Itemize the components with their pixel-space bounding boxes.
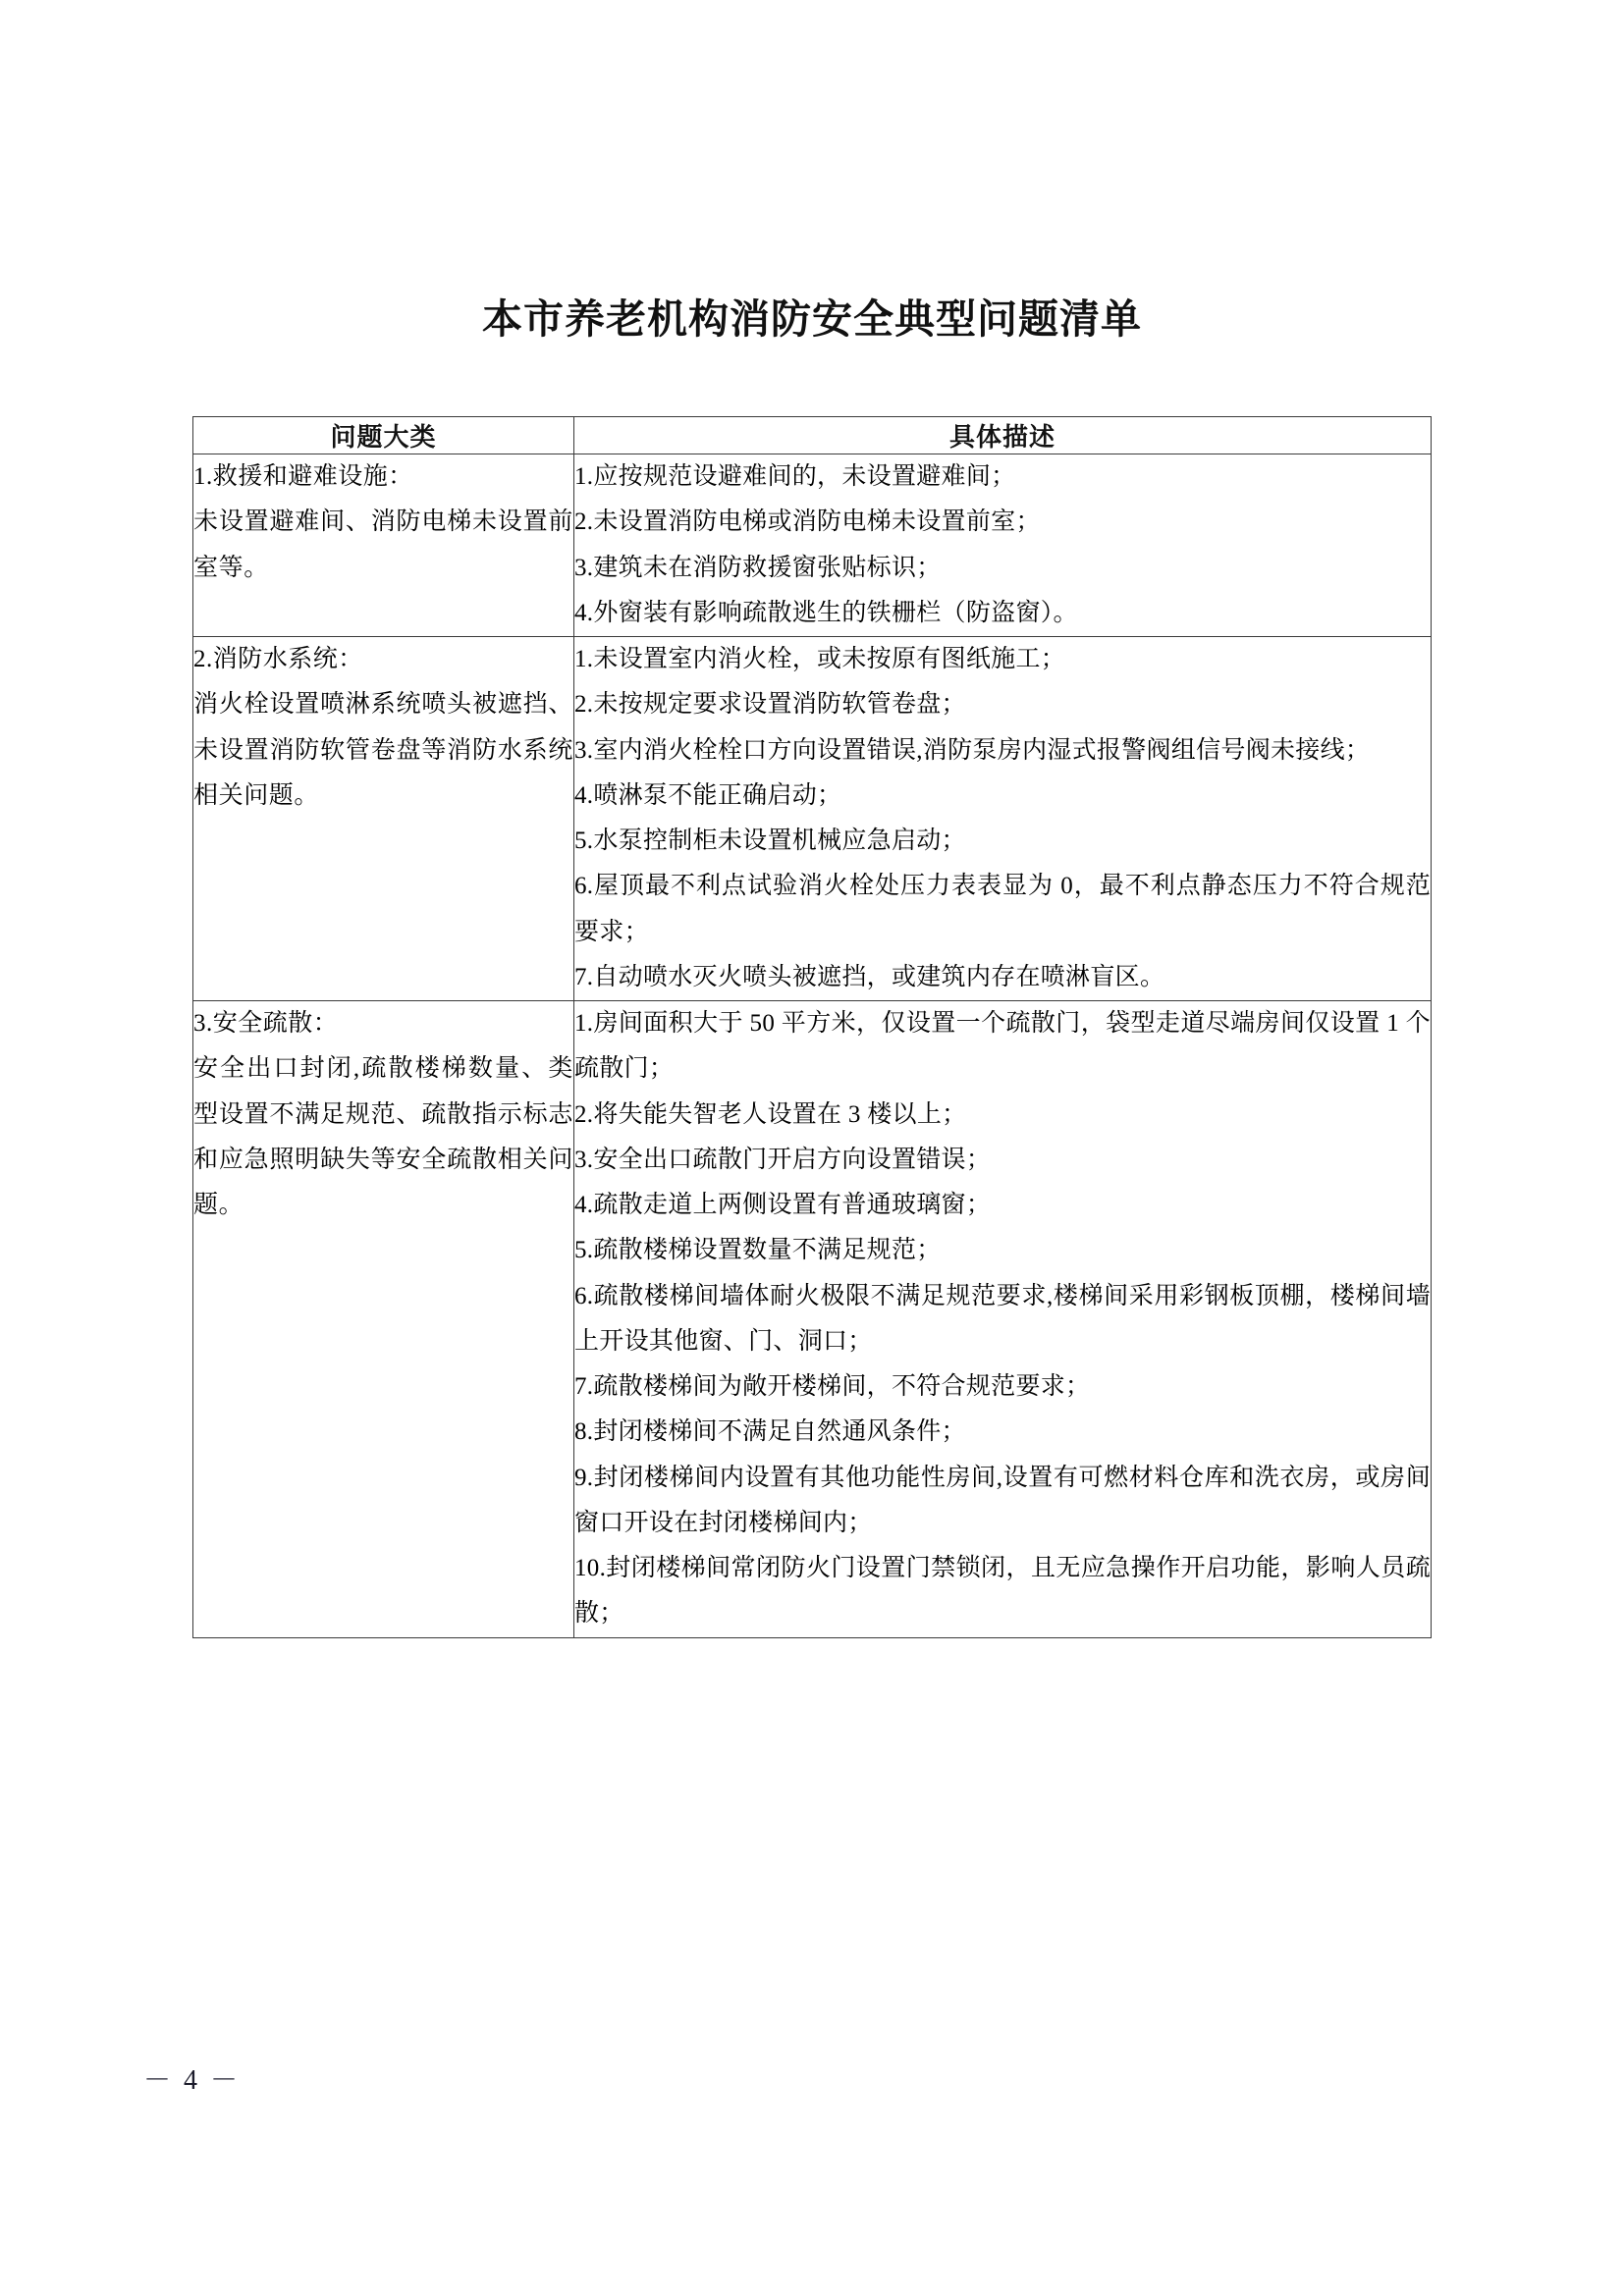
category-title: 2.消防水系统： bbox=[193, 646, 363, 672]
description-item: 4.疏散走道上两侧设置有普通玻璃窗； bbox=[574, 1192, 992, 1218]
description-item: 3.室内消火栓栓口方向设置错误,消防泵房内湿式报警阀组信号阀未接线； bbox=[574, 736, 1371, 764]
description-item: 7.疏散楼梯间为敞开楼梯间，不符合规范要求； bbox=[574, 1373, 1091, 1400]
column-header-category: 问题大类 bbox=[193, 417, 574, 454]
table-row bbox=[193, 1001, 1432, 1638]
category-body: 消火栓设置喷淋系统喷头被遮挡、未设置消防软管卷盘等消防水系统相关问题。 bbox=[193, 691, 573, 809]
description-item: 5.水泵控制柜未设置机械应急启动； bbox=[574, 828, 966, 854]
table-row bbox=[193, 637, 1432, 1001]
description-item: 1.房间面积大于 50 平方米，仅设置一个疏散门，袋型走道尽端房间仅设置 1 个疏散门； bbox=[574, 1010, 1431, 1083]
description-item: 4.喷淋泵不能正确启动； bbox=[574, 781, 842, 809]
category-cell bbox=[193, 454, 574, 637]
description-item: 3.安全出口疏散门开启方向设置错误； bbox=[574, 1146, 992, 1173]
description-item: 1.应按规范设避难间的，未设置避难间； bbox=[574, 463, 1016, 490]
description-cell bbox=[574, 1001, 1432, 1638]
description-item: 5.疏散楼梯设置数量不满足规范； bbox=[574, 1237, 942, 1264]
description-item: 8.封闭楼梯间不满足自然通风条件； bbox=[574, 1418, 966, 1446]
description-cell bbox=[574, 454, 1432, 637]
category-cell bbox=[193, 1001, 574, 1638]
description-item: 10.封闭楼梯间常闭防火门设置门禁锁闭，且无应急操作开启功能，影响人员疏散； bbox=[574, 1555, 1431, 1628]
table-header-row bbox=[193, 417, 1432, 454]
category-body: 安全出口封闭,疏散楼梯数量、类型设置不满足规范、疏散指示标志和应急照明缺失等安全疏散相关问题。 bbox=[193, 1055, 573, 1218]
issue-list-table bbox=[192, 416, 1432, 1638]
description-item: 1.未设置室内消火栓，或未按原有图纸施工； bbox=[574, 646, 1066, 672]
description-item: 7.自动喷水灭火喷头被遮挡，或建筑内存在喷淋盲区。 bbox=[574, 963, 1165, 990]
category-cell bbox=[193, 637, 574, 1001]
category-title: 3.安全疏散： bbox=[193, 1010, 339, 1037]
page-title: 本市养老机构消防安全典型问题清单 bbox=[482, 296, 1142, 342]
description-item: 9.封闭楼梯间内设置有其他功能性房间,设置有可燃材料仓库和洗衣房，或房间窗口开设在封闭楼梯间内； bbox=[574, 1464, 1431, 1536]
description-item: 3.建筑未在消防救援窗张贴标识； bbox=[574, 554, 942, 581]
table-row bbox=[193, 454, 1432, 637]
category-body: 未设置避难间、消防电梯未设置前室等。 bbox=[193, 508, 573, 581]
column-header-description: 具体描述 bbox=[574, 417, 1432, 454]
category-title: 1.救援和避难设施： bbox=[193, 463, 413, 490]
description-item: 6.疏散楼梯间墙体耐火极限不满足规范要求,楼梯间采用彩钢板顶棚，楼梯间墙上开设其他窗、门、洞口； bbox=[574, 1282, 1431, 1355]
description-item: 2.未设置消防电梯或消防电梯未设置前室； bbox=[574, 508, 1041, 536]
description-item: 2.将失能失智老人设置在 3 楼以上； bbox=[574, 1100, 967, 1128]
description-cell bbox=[574, 637, 1432, 1001]
description-item: 4.外窗装有影响疏散逃生的铁栅栏（防盗窗）。 bbox=[574, 599, 1078, 626]
description-item: 2.未按规定要求设置消防软管卷盘； bbox=[574, 691, 966, 719]
description-item: 6.屋顶最不利点试验消火栓处压力表表显为 0，最不利点静态压力不符合规范要求； bbox=[574, 873, 1431, 945]
page-number: － 4 － bbox=[143, 2065, 242, 2096]
